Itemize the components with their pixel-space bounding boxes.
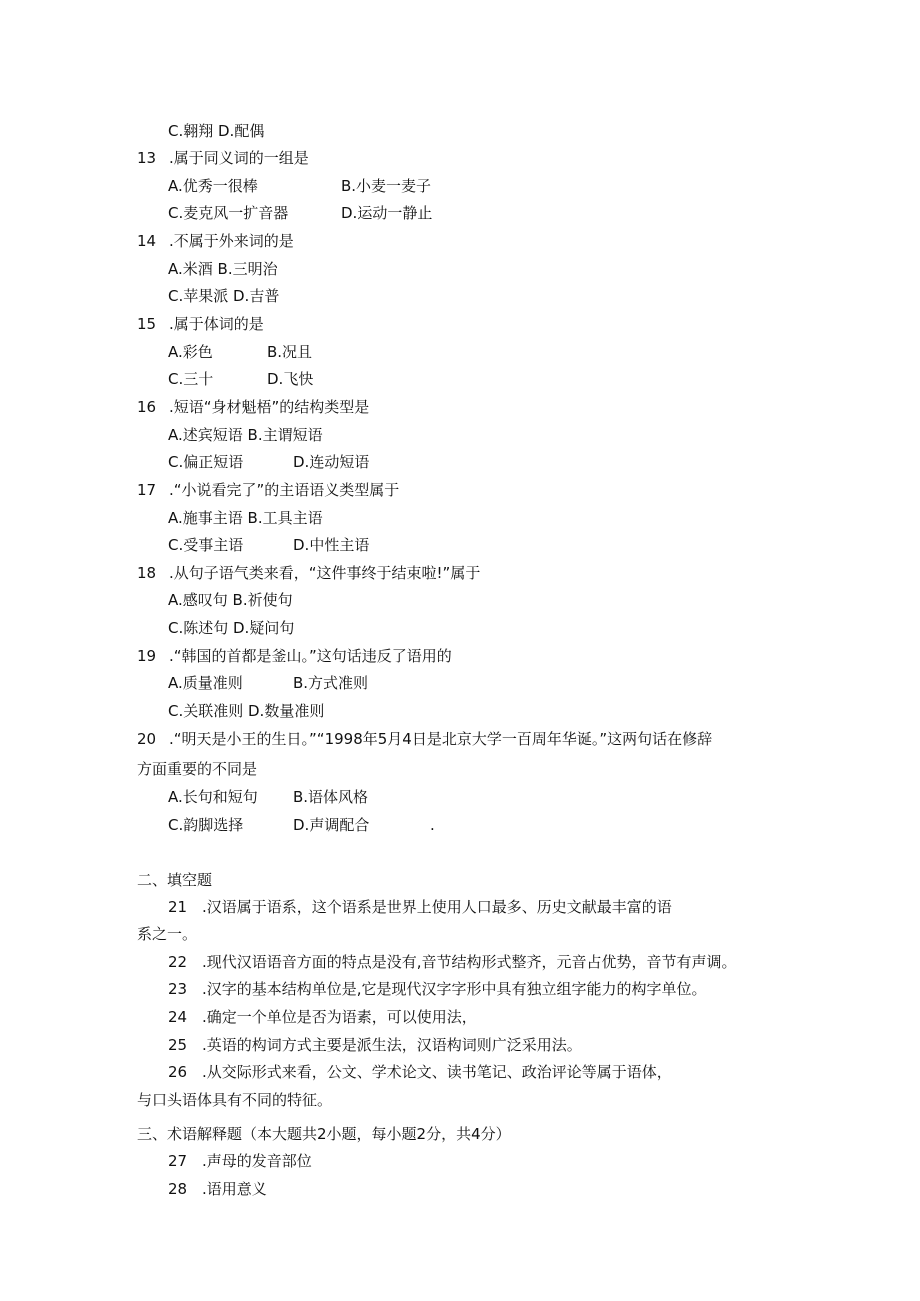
- q14-number: 14: [137, 232, 157, 250]
- q22-text: .现代汉语语音方面的特点是没有,音节结构形式整齐，元音占优势，音节有声调。: [202, 953, 737, 971]
- q25-number: 25: [168, 1036, 188, 1054]
- q15-stem: [137, 314, 264, 334]
- q19-stem: [137, 646, 452, 666]
- q18-option-cd: C.陈述句 D.疑问句: [168, 619, 295, 637]
- q20-option-a: A.长句和短句: [168, 788, 258, 806]
- q17-number: 17: [137, 481, 157, 499]
- q23-text: .汉字的基本结构单位是,它是现代汉字字形中具有独立组字能力的构字单位。: [202, 980, 707, 998]
- q14-option-ab: A.米酒 B.三明治: [168, 260, 278, 278]
- q24-text: .确定一个单位是否为语素，可以使用法，: [202, 1008, 477, 1026]
- q27-number: 27: [168, 1152, 188, 1170]
- q13-option-a: A.优秀一很棒: [168, 177, 258, 195]
- q19-option-a: A.质量准则: [168, 674, 243, 692]
- q22: [168, 952, 737, 972]
- q17-text: .“小说看完了”的主语语义类型属于: [169, 481, 400, 499]
- q21: [168, 897, 672, 917]
- q18-option-ab: A.感叹句 B.祈使句: [168, 591, 293, 609]
- q17-option-ab: A.施事主语 B.工具主语: [168, 509, 323, 527]
- q14-option-cd: C.苹果派 D.吉普: [168, 287, 280, 305]
- q20-text: .“明天是小王的生日。”“1998年5月4日是北京大学一百周年华诞。”这两句话在修辞: [169, 730, 713, 748]
- q18-stem: [137, 563, 480, 583]
- q26-number: 26: [168, 1063, 188, 1081]
- q28-text: .语用意义: [202, 1180, 267, 1198]
- q20-number: 20: [137, 730, 157, 748]
- q13-stem: [137, 148, 309, 168]
- q20-stem-continued: 方面重要的不同是: [137, 760, 258, 778]
- q27-text: .声母的发音部位: [202, 1152, 312, 1170]
- q13-option-c: C.麦克风一扩音器: [168, 204, 289, 222]
- q15-option-a: A.彩色: [168, 343, 213, 361]
- q21-text: .汉语属于语系，这个语系是世界上使用人口最多、历史文献最丰富的语: [202, 898, 672, 916]
- q13-number: 13: [137, 149, 157, 167]
- q26-continued: 与口头语体具有不同的特征。: [137, 1091, 333, 1109]
- q12-option-cd: C.翱翔 D.配偶: [168, 122, 265, 140]
- q13-text: .属于同义词的一组是: [169, 149, 309, 167]
- q19-option-cd: C.关联准则 D.数量准则: [168, 702, 325, 720]
- q21-number: 21: [168, 898, 188, 916]
- q23: [168, 979, 707, 999]
- q18-text: .从句子语气类来看，“这件事终于结束啦!”属于: [169, 564, 481, 582]
- q14-text: .不属于外来词的是: [169, 232, 294, 250]
- q16-option-c: C.偏正短语: [168, 453, 244, 471]
- q15-text: .属于体词的是: [169, 315, 264, 333]
- q24-number: 24: [168, 1008, 188, 1026]
- q15-option-d: D.飞快: [267, 370, 314, 388]
- q17-option-d: D.中性主语: [293, 536, 370, 554]
- section-2-heading: 二、填空题: [137, 871, 213, 889]
- q15-number: 15: [137, 315, 157, 333]
- q20-stem: [137, 729, 712, 749]
- q17-option-c: C.受事主语: [168, 536, 244, 554]
- q20-trailing-mark: .: [430, 816, 435, 834]
- q26-text: .从交际形式来看，公文、学术论文、读书笔记、政治评论等属于语体，: [202, 1063, 672, 1081]
- q13-option-d: D.运动一静止: [341, 204, 433, 222]
- q26: [168, 1062, 672, 1082]
- q19-text: .“韩国的首都是釜山。”这句话违反了语用的: [169, 647, 452, 665]
- q25-text: .英语的构词方式主要是派生法，汉语构词则广泛采用法。: [202, 1036, 582, 1054]
- q14-stem: [137, 231, 294, 251]
- q25: [168, 1035, 582, 1055]
- q27: [168, 1151, 312, 1171]
- q16-text: .短语“身材魁梧”的结构类型是: [169, 398, 370, 416]
- section-3-heading: 三、术语解释题（本大题共2小题，每小题2分，共4分）: [137, 1125, 511, 1143]
- q15-option-c: C.三十: [168, 370, 214, 388]
- q20-option-d: D.声调配合: [293, 816, 370, 834]
- q16-stem: [137, 397, 369, 417]
- q15-option-b: B.况且: [267, 343, 313, 361]
- q28-number: 28: [168, 1180, 188, 1198]
- q18-number: 18: [137, 564, 157, 582]
- q19-number: 19: [137, 647, 157, 665]
- q13-option-b: B.小麦一麦子: [341, 177, 432, 195]
- q23-number: 23: [168, 980, 188, 998]
- q16-number: 16: [137, 398, 157, 416]
- q17-stem: [137, 480, 399, 500]
- q16-option-ab: A.述宾短语 B.主谓短语: [168, 426, 323, 444]
- q24: [168, 1007, 477, 1027]
- q19-option-b: B.方式准则: [293, 674, 369, 692]
- q20-option-c: C.韵脚选择: [168, 816, 244, 834]
- q20-option-b: B.语体风格: [293, 788, 369, 806]
- q22-number: 22: [168, 953, 188, 971]
- q28: [168, 1179, 267, 1199]
- q21-continued: 系之一。: [137, 925, 198, 943]
- q16-option-d: D.连动短语: [293, 453, 370, 471]
